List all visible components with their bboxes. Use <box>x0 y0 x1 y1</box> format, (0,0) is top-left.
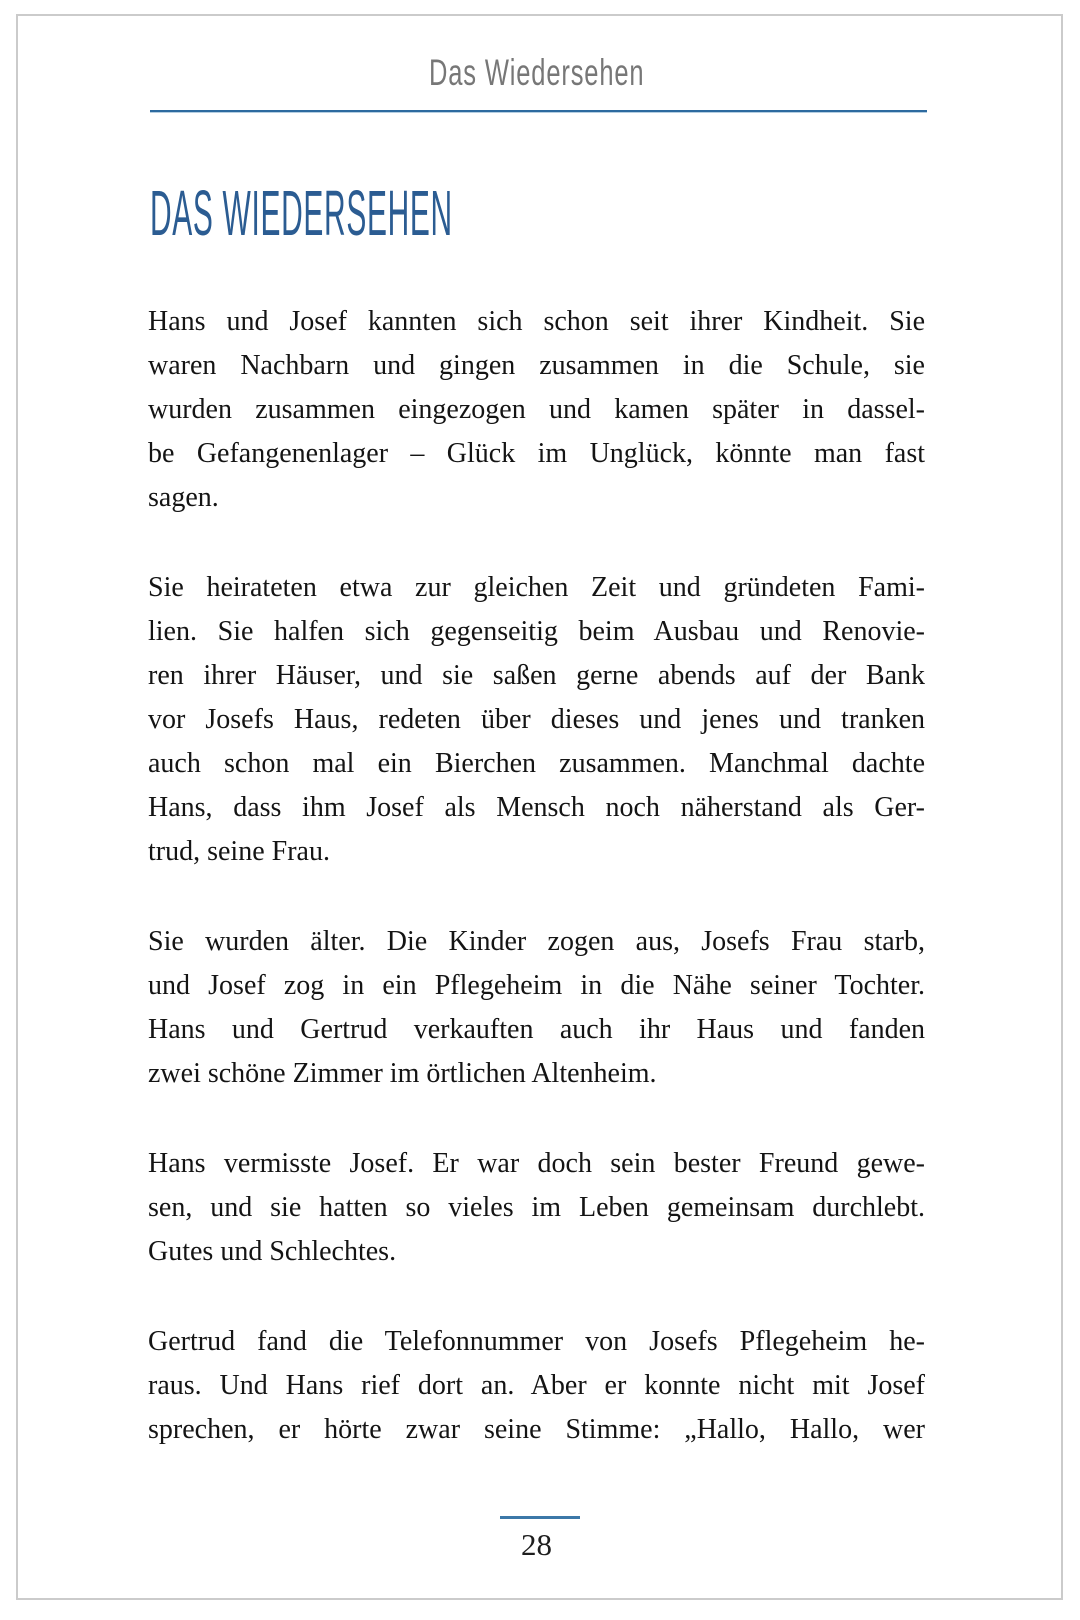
paragraph <box>148 1142 925 1274</box>
text-line: sen, und sie hatten so vieles im Leben gemeinsam durchlebt. <box>148 1192 925 1223</box>
header-rule <box>150 110 927 112</box>
text-line: raus. Und Hans rief dort an. Aber er konnte nicht mit Josef <box>148 1370 925 1401</box>
running-head-text: Das Wiedersehen <box>428 53 645 94</box>
text-line: sprechen, er hörte zwar seine Stimme: „Hallo, Hallo, wer <box>148 1414 925 1445</box>
text-line: Hans vermisste Josef. Er war doch sein bester Freund gewe- <box>148 1148 925 1179</box>
text-line: Sie heirateten etwa zur gleichen Zeit und gründeten Fami- <box>148 572 925 603</box>
running-head <box>148 53 925 104</box>
footer-rule <box>500 1516 580 1519</box>
text-line: trud, seine Frau. <box>148 836 330 867</box>
text-line: Hans, dass ihm Josef als Mensch noch näherstand als Ger- <box>148 792 925 823</box>
text-line: Gutes und Schlechtes. <box>148 1236 397 1267</box>
text-line: Gertrud fand die Telefonnummer von Josefs Pflegeheim he- <box>148 1326 925 1357</box>
text-line: lien. Sie halfen sich gegenseitig beim Ausbau und Renovie- <box>148 616 925 647</box>
page-body-text <box>148 300 925 1452</box>
text-line: Hans und Josef kannten sich schon seit ihrer Kindheit. Sie <box>148 306 925 337</box>
text-line: Sie wurden älter. Die Kinder zogen aus, Josefs Frau starb, <box>148 926 925 957</box>
text-line: auch schon mal ein Bierchen zusammen. Manchmal dachte <box>148 748 925 779</box>
chapter-title <box>150 178 595 258</box>
paragraph <box>148 566 925 874</box>
text-line: vor Josefs Haus, redeten über dieses und jenes und tranken <box>148 704 925 735</box>
text-line: und Josef zog in ein Pflegeheim in die Nähe seiner Tochter. <box>148 970 925 1001</box>
text-line: zwei schöne Zimmer im örtlichen Altenheim. <box>148 1058 657 1089</box>
text-line: waren Nachbarn und gingen zusammen in die Schule, sie <box>148 350 925 381</box>
text-line: wurden zusammen eingezogen und kamen später in dassel- <box>148 394 925 425</box>
chapter-title-text: DAS WIEDERSEHEN <box>150 178 453 250</box>
text-line: Hans und Gertrud verkauften auch ihr Haus und fanden <box>148 1014 925 1045</box>
paragraph <box>148 300 925 520</box>
paragraph <box>148 920 925 1096</box>
text-line: sagen. <box>148 482 219 513</box>
page-number: 28 <box>521 1527 552 1562</box>
paragraph <box>148 1320 925 1452</box>
text-line: be Gefangenenlager – Glück im Unglück, könnte man fast <box>148 438 925 469</box>
text-line: ren ihrer Häuser, und sie saßen gerne abends auf der Bank <box>148 660 925 691</box>
